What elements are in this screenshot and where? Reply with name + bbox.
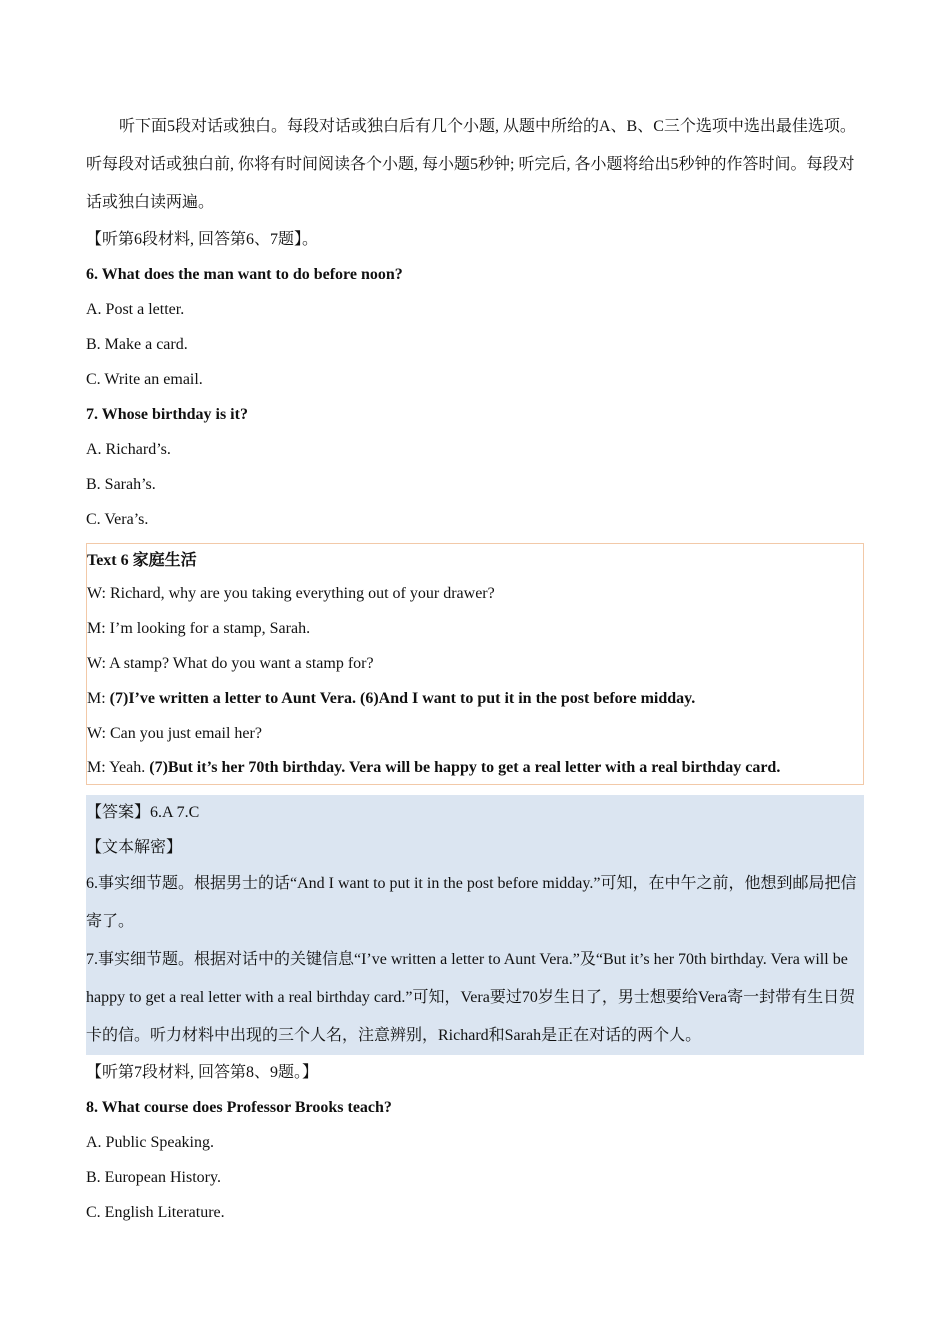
explanation-7: 7.事实细节题。根据对话中的关键信息“I’ve written a letter to Aunt Vera.”及“But it’s her 70th birthday. Vera will be happy to get a real letter with a real birthday card.”可知，Vera要过70岁生日了，男士想要给Vera寄一封带有生日贺卡的信。听力材料中出现的三个人名，注意辨别，Richard和Sarah是正在对话的两个人。 — [86, 951, 856, 1044]
transcript-line: W: Richard, why are you taking everything out of your drawer? — [87, 585, 495, 602]
q8-option-a: A. Public Speaking. — [86, 1134, 214, 1151]
section-heading-6: 【听第6段材料, 回答第6、7题】。 — [86, 231, 319, 248]
q6-option-a: A. Post a letter. — [86, 301, 185, 318]
transcript-line: W: Can you just email her? — [87, 725, 262, 742]
transcript-title: Text 6 家庭生活 — [87, 552, 197, 569]
q7-option-c: C. Vera’s. — [86, 511, 149, 528]
answer-box — [86, 795, 864, 1055]
speaker-prefix: M: — [87, 690, 110, 707]
transcript-line — [87, 751, 863, 784]
transcript-line: W: A stamp? What do you want a stamp for? — [87, 655, 374, 672]
explanation-6: 6.事实细节题。根据男士的话“And I want to put it in the post before midday.”可知，在中午之前，他想到邮局把信寄了。 — [86, 875, 857, 930]
transcript-box — [86, 543, 864, 785]
transcript-line: M: I’m looking for a stamp, Sarah. — [87, 620, 311, 637]
key-sentence: (7)But it’s her 70th birthday. Vera will be happy to get a real letter with a real birthday card. — [149, 759, 781, 776]
q6-option-b: B. Make a card. — [86, 336, 188, 353]
document-page — [86, 108, 864, 1230]
section-heading-7: 【听第7段材料, 回答第8、9题。】 — [86, 1064, 319, 1081]
answer-key: 【答案】6.A 7.C — [86, 804, 200, 821]
question-7: 7. Whose birthday is it? — [86, 406, 248, 423]
q7-option-b: B. Sarah’s. — [86, 476, 156, 493]
q8-option-b: B. European History. — [86, 1169, 221, 1186]
question-8: 8. What course does Professor Brooks teach? — [86, 1099, 392, 1116]
key-sentence: (7)I’ve written a letter to Aunt Vera. (6)And I want to put it in the post before midday. — [109, 690, 696, 707]
q6-option-c: C. Write an email. — [86, 371, 203, 388]
q7-option-a: A. Richard’s. — [86, 441, 171, 458]
analysis-heading: 【文本解密】 — [86, 839, 183, 856]
transcript-line — [87, 681, 863, 716]
question-6: 6. What does the man want to do before noon? — [86, 266, 403, 283]
speaker-prefix: M: Yeah. — [87, 759, 150, 776]
instructions-paragraph: 听下面5段对话或独白。每段对话或独白后有几个小题, 从题中所给的A、B、C三个选项中选出最佳选项。听每段对话或独白前, 你将有时间阅读各个小题, 每小题5秒钟; 听完后, 各小题将给出5秒钟的作答时间。每段对话或独白读两遍。 — [86, 118, 856, 211]
q8-option-c: C. English Literature. — [86, 1204, 225, 1221]
